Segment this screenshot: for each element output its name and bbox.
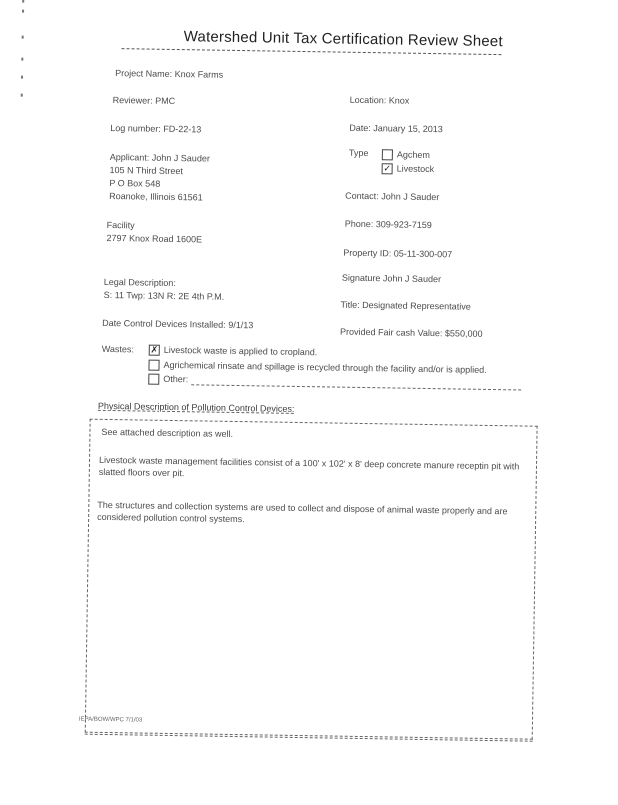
- type-field: [349, 148, 369, 158]
- contact-field: [345, 190, 439, 203]
- agrichemical-checkbox[interactable]: [148, 360, 159, 371]
- property-id-label: Property ID:: [343, 247, 392, 259]
- scan-edge-marks: [20, 0, 26, 116]
- type-option-livestock: [382, 163, 435, 175]
- physical-description-label: Physical Description of Pollution Control Devices:: [97, 400, 295, 414]
- description-paragraph: The structures and collection systems are used to collect and dispose of animal waste properly and are considered pollution control systems.: [97, 499, 508, 525]
- form-footer-code: IEPA/BOW/WPC 7/1/03: [78, 716, 143, 724]
- applicant-line: P O Box 548: [109, 177, 161, 189]
- signature-field: [342, 272, 441, 286]
- document-title: Watershed Unit Tax Certification Review Sheet: [183, 28, 503, 51]
- applicant-block: [109, 151, 210, 205]
- location-field: [350, 94, 410, 107]
- description-paragraph: See attached description as well.: [101, 426, 234, 439]
- fair-cash-value-value: $550,000: [444, 328, 483, 339]
- applicant-label: Applicant:: [109, 151, 150, 163]
- other-input-line[interactable]: [191, 375, 521, 390]
- wastes-label: Wastes:: [101, 343, 135, 355]
- log-number-label: Log number:: [110, 122, 161, 134]
- date-field: [349, 122, 443, 135]
- facility-block: [106, 219, 202, 246]
- date-installed-value: 9/1/13: [228, 319, 254, 331]
- contact-label: Contact:: [345, 190, 379, 202]
- other-checkbox[interactable]: [148, 374, 159, 385]
- fair-cash-value-label: Provided Fair cash Value:: [340, 326, 443, 339]
- facility-label: Facility: [106, 219, 135, 231]
- agchem-checkbox[interactable]: [382, 149, 393, 160]
- phone-value: 309-923-7159: [375, 219, 432, 231]
- project-name-field: [115, 67, 223, 81]
- livestock-checkbox[interactable]: ✓: [383, 163, 391, 174]
- applicant-line: John J Sauder: [151, 152, 210, 164]
- property-id-value: 05-11-300-007: [393, 248, 453, 260]
- title-field-value: Designated Representative: [362, 299, 471, 312]
- facility-line: 2797 Knox Road 1600E: [106, 232, 203, 245]
- contact-value: John J Sauder: [381, 191, 440, 203]
- date-installed-label: Date Control Devices Installed:: [102, 317, 226, 330]
- date-label: Date:: [349, 122, 371, 134]
- location-label: Location:: [349, 94, 387, 106]
- legal-description-label: Legal Description:: [103, 276, 176, 289]
- legal-description-value: S: 11 Twp: 13N R: 2E 4th P.M.: [103, 289, 225, 302]
- project-name-value: Knox Farms: [174, 68, 224, 80]
- location-value: Knox: [388, 95, 410, 106]
- description-paragraph: Livestock waste management facilities consist of a 100' x 102' x 8' deep concrete manure receptin pit with slatted floors over pit.: [98, 454, 520, 479]
- title-field-label: Title:: [340, 299, 360, 310]
- fair-cash-value-field: [340, 326, 483, 340]
- agchem-label: Agchem: [396, 149, 430, 161]
- other-label: Other:: [163, 373, 189, 385]
- wastes-label-row: [102, 344, 134, 355]
- reviewer-value: PMC: [155, 95, 176, 107]
- waste-option-other: [148, 374, 521, 391]
- livestock-waste-checkbox[interactable]: ✗: [150, 344, 159, 355]
- reviewer-field: [113, 94, 176, 107]
- type-option-agchem: [382, 149, 430, 161]
- log-number-field: [110, 122, 201, 135]
- livestock-waste-label: Livestock waste is applied to cropland.: [163, 344, 318, 358]
- phone-field: [345, 218, 432, 231]
- phone-label: Phone:: [344, 218, 374, 230]
- agrichemical-label: Agrichemical rinsate and spillage is recycled through the facility and/or is applied.: [163, 359, 487, 375]
- date-value: January 15, 2013: [373, 123, 443, 135]
- livestock-label: Livestock: [396, 163, 435, 175]
- log-number-value: FD-22-13: [163, 123, 202, 135]
- applicant-line: 105 N Third Street: [109, 164, 184, 177]
- waste-option-livestock: [149, 345, 318, 359]
- type-label: Type: [348, 147, 369, 159]
- title-field: [340, 299, 470, 313]
- signature-value: John J Sauder: [382, 273, 442, 285]
- reviewer-label: Reviewer:: [112, 95, 153, 106]
- property-id-field: [343, 247, 452, 261]
- project-name-label: Project Name:: [115, 68, 173, 79]
- applicant-line: Roanoke, Illinois 61561: [109, 190, 203, 203]
- signature-label: Signature: [341, 272, 381, 284]
- legal-description-block: [104, 276, 225, 304]
- date-installed-field: [102, 317, 253, 331]
